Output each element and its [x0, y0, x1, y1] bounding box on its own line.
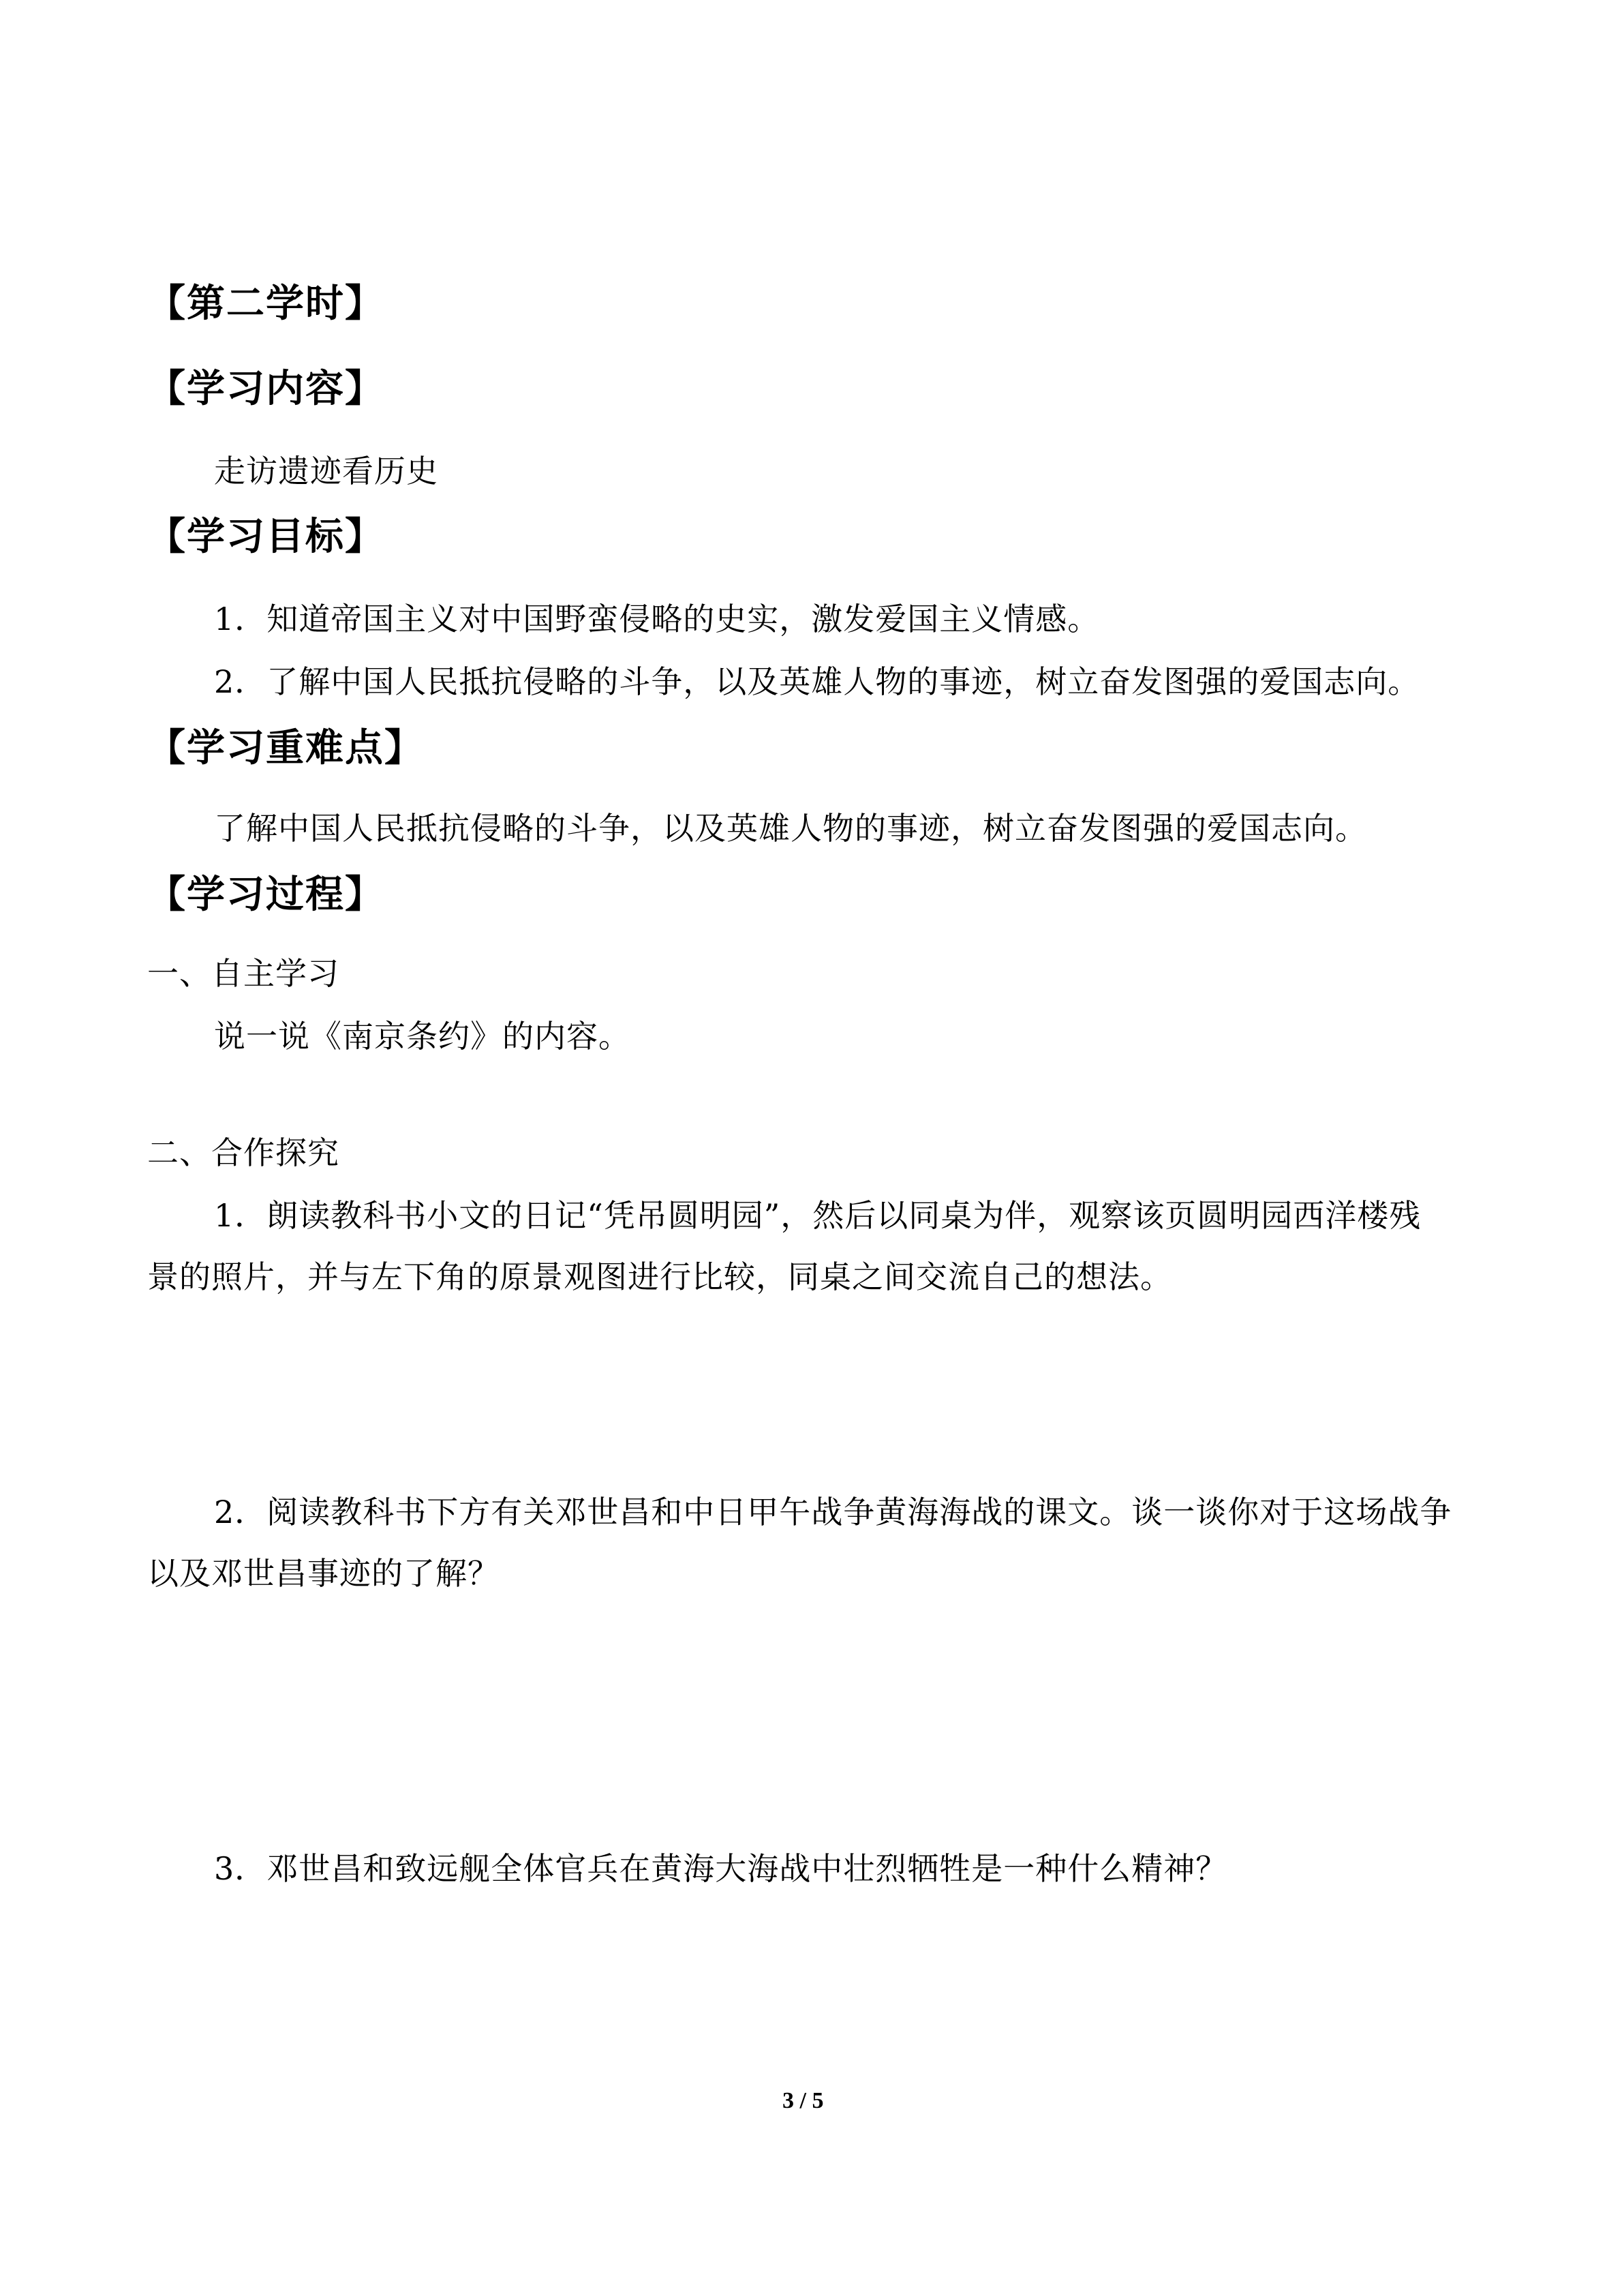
question-2-line-1: 2．阅读教科书下方有关邓世昌和中日甲午战争黄海海战的课文。谈一谈你对于这场战争 — [214, 1494, 1452, 1530]
section-heading-second-period: 【第二学时】 — [147, 282, 384, 326]
question-1-line-2: 景的照片，并与左下角的原景观图进行比较，同桌之间交流自己的想法。 — [147, 1258, 1172, 1295]
cooperation-title: 二、合作探究 — [147, 1134, 339, 1171]
goal-item: 2．了解中国人民抵抗侵略的斗争，以及英雄人物的事迹，树立奋发图强的爱国志向。 — [214, 663, 1420, 700]
question-3: 3．邓世昌和致远舰全体官兵在黄海大海战中壮烈牺牲是一种什么精神？ — [214, 1850, 1228, 1887]
self-study-title: 一、自主学习 — [147, 955, 339, 992]
process-heading: 【学习过程】 — [147, 873, 384, 917]
content-heading: 【学习内容】 — [147, 367, 384, 411]
key-points-text: 了解中国人民抵抗侵略的斗争，以及英雄人物的事迹，树立奋发图强的爱国志向。 — [214, 810, 1367, 847]
self-study-prompt: 说一说《南京条约》的内容。 — [214, 1018, 630, 1055]
key-points-heading: 【学习重难点】 — [147, 726, 424, 770]
question-1-line-1: 1．朗读教科书小文的日记“凭吊圆明园”，然后以同桌为伴，观察该页圆明园西洋楼残 — [214, 1197, 1422, 1234]
question-2-line-2: 以及邓世昌事迹的了解？ — [147, 1555, 500, 1592]
goal-item: 1．知道帝国主义对中国野蛮侵略的史实，激发爱国主义情感。 — [214, 601, 1100, 637]
goals-heading: 【学习目标】 — [147, 515, 384, 559]
page-number: 3 / 5 — [782, 2088, 824, 2113]
content-text: 走访遗迹看历史 — [214, 453, 438, 489]
